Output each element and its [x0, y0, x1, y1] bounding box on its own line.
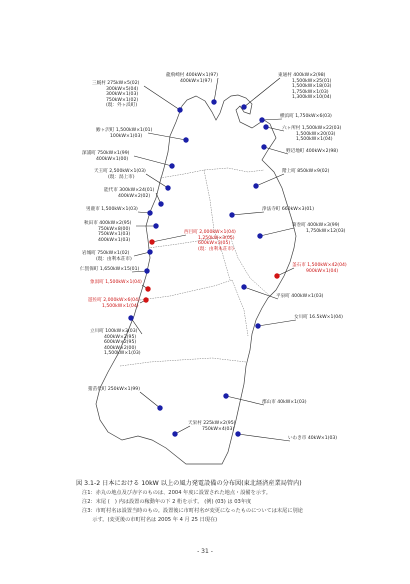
- site-name: 東通村 400kW×2(98): [278, 73, 326, 78]
- site-leader-line: [226, 396, 264, 405]
- site-capacity-line: 1,500kW×1(04): [296, 137, 333, 143]
- site-label: [282, 126, 341, 143]
- site-name: 釜石市 1,500kW×42(04): [292, 263, 347, 268]
- site-label: [288, 436, 337, 442]
- site-capacity-line: 900kW×1(04): [306, 268, 339, 274]
- site-label: [82, 251, 132, 262]
- site-label: [82, 151, 129, 162]
- site-capacity-line: 1,500kW×1(04): [102, 303, 139, 309]
- site-marker-blue: [211, 99, 216, 104]
- site-name: 遊佐町 2,000kW×6(04): [88, 298, 140, 303]
- site-marker-blue: [153, 223, 158, 228]
- page-number: - 31 -: [197, 548, 213, 555]
- site-marker-blue: [177, 107, 182, 112]
- site-label: [292, 223, 345, 234]
- site-capacity-line: 300kW×1(03): [106, 92, 139, 98]
- site-marker-blue: [147, 249, 152, 254]
- site-capacity-line: (現：由利本荘市): [96, 256, 132, 262]
- site-marker-red: [274, 273, 279, 278]
- site-capacity-line: 400kW×1(03): [98, 237, 131, 243]
- site-label: [294, 315, 343, 321]
- site-leader-line: [152, 235, 186, 242]
- site-name: 岩城町 750kW×1(02): [82, 251, 130, 256]
- site-name: 郡山市 40kW×1(03): [262, 400, 307, 405]
- site-leader-line: [244, 78, 280, 107]
- site-name: 横浜町 1,750kW×6(03): [280, 114, 332, 119]
- site-marker-blue: [144, 268, 149, 273]
- site-label: [166, 73, 218, 84]
- site-label: [188, 421, 235, 432]
- site-label: [80, 267, 139, 273]
- site-capacity-line: 400kW×1(00): [96, 156, 129, 162]
- site-capacity-line: 400kW×2(00): [104, 345, 137, 351]
- figure-note-1: 注1：赤丸の地点及び赤字のものは、2004 年度に設置された地点・設備を示す。: [82, 490, 271, 496]
- site-label: [292, 263, 347, 274]
- site-label: [286, 149, 338, 155]
- site-marker-blue: [255, 323, 260, 328]
- site-name: 能代市 300kW×24(01): [104, 188, 155, 193]
- site-marker-blue: [259, 117, 264, 122]
- site-capacity-line: 600kW×3(05): [198, 241, 231, 247]
- site-label: [282, 169, 329, 175]
- site-marker-blue: [172, 431, 177, 436]
- figure-note-2: 注2：末尾 ( ) 内は設置の稼動年の下 2 桁を示す。 (例) (03) は 03年度: [82, 499, 252, 505]
- site-label: [94, 169, 146, 180]
- site-label: [280, 114, 332, 120]
- site-name: 鯵ヶ沢町 1,500kW×1(01): [96, 128, 153, 133]
- site-label: [262, 207, 314, 213]
- site-leader-line: [232, 212, 264, 215]
- site-leader-line: [238, 434, 290, 441]
- site-capacity-line: 1,250kW×3(05): [198, 235, 235, 241]
- site-capacity-line: 1,300kW×10(04): [292, 95, 332, 101]
- site-name: 龍飛崎村 400kW×1(97): [166, 73, 219, 78]
- site-marker-blue: [183, 137, 188, 142]
- site-marker-red: [149, 239, 154, 244]
- site-capacity-line: 100kW×1(03): [110, 133, 143, 139]
- site-marker-blue: [147, 210, 152, 215]
- site-name: 男鹿市 1,500kW×1(03): [86, 207, 138, 212]
- site-name: 階上町 850kW×9(02): [282, 169, 330, 174]
- site-name: 仁賀保町 1,650kW×15(01): [80, 267, 140, 272]
- site-capacity-line: (現：由利本荘市): [198, 246, 234, 252]
- figure-note-4: 示す。(変更後の市町村名は 2005 年 4 月 25 日現在): [82, 517, 218, 523]
- site-leader-line: [148, 133, 186, 140]
- site-marker-blue: [169, 163, 174, 168]
- site-leader-line: [260, 228, 294, 236]
- site-name: 野辺地町 400kW×2(98): [286, 149, 339, 154]
- site-capacity-line: 750kW×4(03): [202, 426, 235, 432]
- site-label: [84, 221, 131, 243]
- site-label: [262, 400, 307, 406]
- site-name: 浄法寺町 660kW×3(01): [262, 207, 315, 212]
- site-capacity-line: 1,500kW×25(01): [292, 78, 332, 84]
- site-label: [278, 73, 331, 101]
- site-name: 猪苗代町 250kW×1(99): [88, 387, 141, 392]
- site-marker-red: [145, 286, 150, 291]
- site-capacity-line: 1,750kW×1(03): [292, 89, 329, 95]
- site-label: [92, 81, 139, 109]
- site-capacity-line: 750kW×1(03): [98, 232, 131, 238]
- site-label: [86, 207, 138, 213]
- site-label: [90, 329, 141, 357]
- site-capacity-line: 300kW×5(04): [106, 86, 139, 92]
- site-name: 葛巻町 400kW×3(99): [292, 223, 340, 228]
- site-marker-blue: [241, 104, 246, 109]
- site-capacity-line: 1,500kW×20(03): [296, 131, 336, 137]
- site-name: 三厩村 275kW×5(02): [92, 81, 140, 86]
- site-name: いわき市 40kW×1(03): [288, 436, 338, 441]
- site-marker-blue: [158, 201, 163, 206]
- site-leader-line: [146, 174, 168, 188]
- site-name: 六ヶ所村 1,500kW×22(03): [282, 126, 342, 131]
- site-capacity-line: 600kW×2(95): [104, 340, 137, 346]
- site-name: 秋田市 400kW×2(95): [84, 221, 132, 226]
- site-label: [104, 188, 154, 199]
- site-capacity-line: 400kW×2(02): [118, 193, 151, 199]
- site-marker-blue: [261, 144, 266, 149]
- site-name: 象潟町 1,500kW×1(04): [90, 280, 142, 285]
- site-name: 女川町 16.5kW×1(04): [294, 315, 343, 320]
- figure-caption: 図 3.1-2 日本における 10kW 以上の風力発電設備の分布図(東北経済産業局管内): [76, 480, 302, 487]
- site-marker-blue: [257, 233, 262, 238]
- site-marker-blue: [223, 393, 228, 398]
- site-name: 立川町 100kW×3(03): [90, 329, 138, 334]
- site-name: 平泉町 400kW×1(03): [276, 294, 324, 299]
- site-label: [88, 387, 140, 393]
- site-capacity-line: (現：外ヶ浜町): [106, 103, 138, 109]
- site-leader-line: [140, 392, 160, 408]
- site-marker-blue: [157, 405, 162, 410]
- site-capacity-line: 750kW×1(02): [106, 97, 139, 103]
- site-capacity-line: 1,500kW×18(03): [292, 84, 332, 90]
- site-capacity-line: (現：潟上市): [108, 174, 135, 180]
- site-marker-blue: [128, 315, 133, 320]
- site-capacity-line: 400kW×1(97): [180, 78, 213, 84]
- site-capacity-line: 750kW×8(00): [98, 226, 131, 232]
- site-capacity-line: 1,500kW×1(03): [104, 351, 141, 357]
- site-marker-blue: [263, 124, 268, 129]
- site-label: [276, 294, 323, 300]
- site-name: 天栄村 225kW×2(95): [188, 421, 236, 426]
- site-marker-blue: [235, 431, 240, 436]
- site-label: [88, 298, 140, 309]
- site-label: [184, 230, 236, 252]
- site-capacity-line: 1,750kW×12(03): [306, 228, 346, 234]
- site-capacity-line: 400kW×2(95): [104, 334, 137, 340]
- site-name: 深浦町 750kW×1(99): [82, 151, 130, 156]
- site-marker-blue: [253, 183, 258, 188]
- site-marker-blue: [241, 284, 246, 289]
- site-name: 西目町 2,000kW×1(04): [184, 230, 236, 235]
- site-marker-red: [143, 297, 148, 302]
- site-marker-blue: [229, 212, 234, 217]
- site-leader-line: [258, 320, 296, 326]
- figure-note-3: 注3：市町村名は設置当時のもの。設置後に市町村名が変更になったものについては末尾に別途: [82, 508, 303, 514]
- site-label: [96, 128, 152, 139]
- site-leader-line: [144, 86, 180, 110]
- site-leader-line: [262, 119, 282, 120]
- site-label: [90, 280, 142, 286]
- site-name: 天王町 2,500kW×1(03): [94, 169, 146, 174]
- site-marker-blue: [165, 185, 170, 190]
